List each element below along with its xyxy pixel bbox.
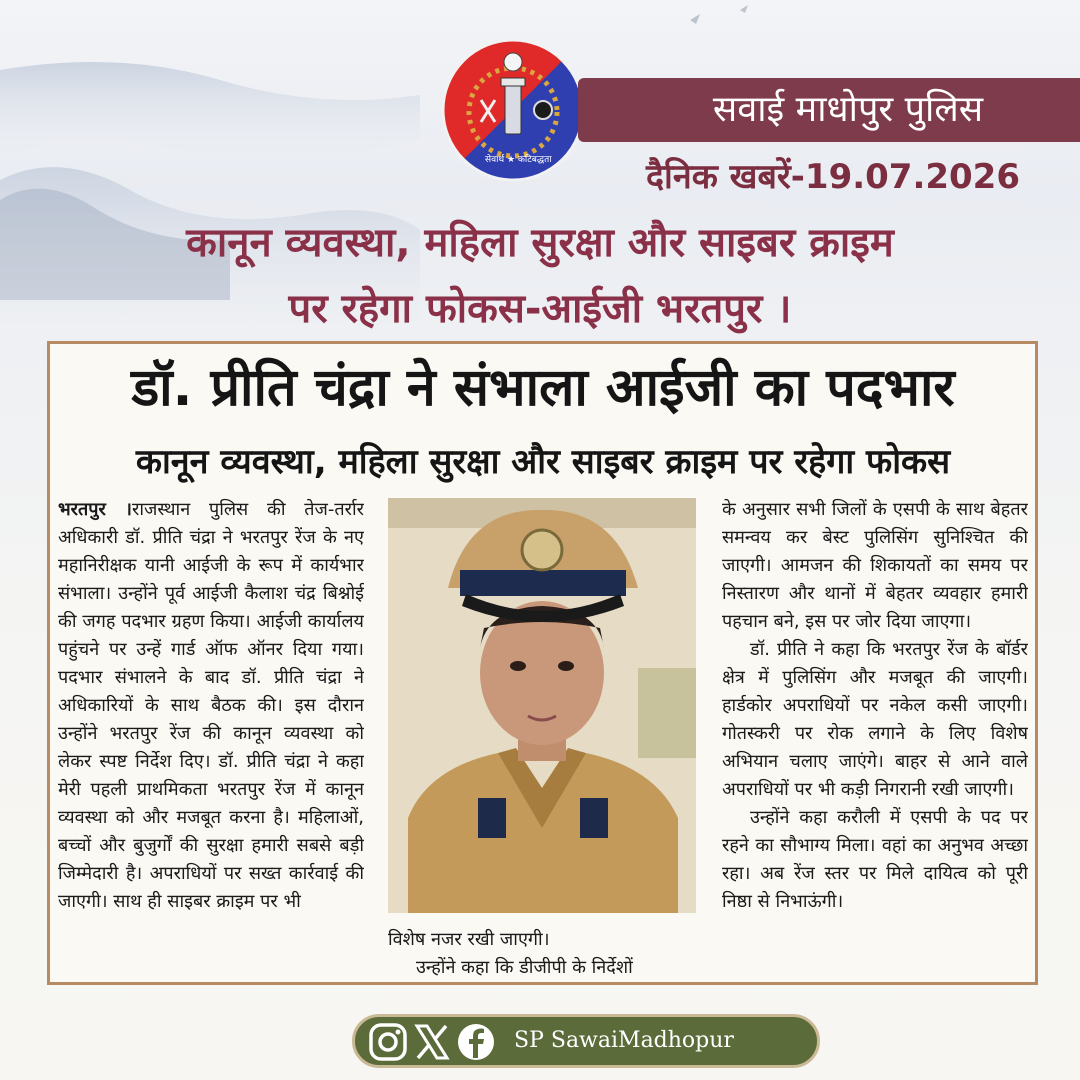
article-text-right-1: के अनुसार सभी जिलों के एसपी के साथ बेहतर समन्वय कर बेस्ट पुलिसिंग सुनिश्चित की जाएगी। आमजन की शिकायतों का समय पर निस्तारण और थानों में बेहतर व्यवहार हमारी पहचान बने, इस पर जोर दिया जाएगा। bbox=[722, 499, 1028, 632]
article-text-right-3: उन्होंने कहा करौली में एसपी के पद पर रहने का सौभाग्य मिला। वहां का अनुभव अच्छा रहा। अब रेंज स्तर पर मिले दायित्व को पूरी निष्ठा से निभाऊंगी। bbox=[722, 807, 1028, 912]
article-column-left bbox=[58, 496, 364, 980]
date-line: दैनिक खबरें-19.07.2026 bbox=[645, 157, 1020, 197]
portrait-illustration bbox=[388, 498, 696, 913]
article-column-right bbox=[722, 496, 1028, 980]
headline-line-1: कानून व्यवस्था, महिला सुरक्षा और साइबर क्राइम bbox=[186, 220, 894, 266]
headline-line-2: पर रहेगा फोकस-आईजी भरतपुर । bbox=[288, 286, 792, 332]
page-title: सवाई माधोपुर पुलिस bbox=[712, 89, 984, 130]
social-handle[interactable]: SP SawaiMadhopur bbox=[514, 1028, 734, 1053]
clipping-subtitle: कानून व्यवस्था, महिला सुरक्षा और साइबर क्राइम पर रहेगा फोकस bbox=[135, 442, 951, 482]
x-icon[interactable] bbox=[412, 1022, 452, 1062]
article-text-right-2: डॉ. प्रीति ने कहा कि भरतपुर रेंज के बॉर्डर क्षेत्र में पुलिसिंग और मजबूत की जाएगी। हार्डकोर अपराधियों पर नकेल कसी जाएगी। गोतस्करी पर रोक लगाने के लिए विशेष अभियान चलाए जाएंगे। बाहर से आने वाले अपराधियों पर भी कड़ी निगरानी रखी जाएगी। bbox=[722, 639, 1028, 800]
article-column-middle bbox=[388, 926, 696, 982]
svg-text:सेवार्थ ★ कटिबद्धता: सेवार्थ ★ कटिबद्धता bbox=[485, 155, 552, 165]
clipping-title: डॉ. प्रीति चंद्रा ने संभाला आईजी का पदभार bbox=[131, 358, 955, 418]
rajasthan-police-emblem-icon bbox=[441, 38, 585, 182]
article-text-middle-1: विशेष नजर रखी जाएगी। bbox=[388, 929, 550, 950]
facebook-icon[interactable] bbox=[456, 1022, 496, 1062]
main-headline bbox=[40, 210, 1040, 342]
article-text-middle-2: उन्होंने कहा कि डीजीपी के निर्देशों bbox=[416, 957, 633, 978]
officer-portrait-photo bbox=[388, 498, 696, 913]
dateline: भरतपुर । bbox=[58, 499, 133, 520]
article-text-left: राजस्थान पुलिस की तेज-तर्रार अधिकारी डॉ. प्रीति चंद्रा ने भरतपुर रेंज के नए महानिरीक्षक यानी आईजी के रूप में कार्यभार संभाला। उन्होंने पूर्व आईजी कैलाश चंद्र बिश्नोई की जगह पदभार ग्रहण किया। आईजी कार्यालय पहुंचने पर उन्हें गार्ड ऑफ ऑनर दिया गया। पदभार संभालने के बाद डॉ. प्रीति चंद्रा ने अधिकारियों के साथ बैठक की। इस दौरान उन्होंने भरतपुर रेंज की कानून व्यवस्था को लेकर स्पष्ट निर्देश दिए। डॉ. प्रीति चंद्रा ने कहा मेरी पहली प्राथमिकता भरतपुर रेंज में कानून व्यवस्था को और मजबूत करना है। महिलाओं, बच्चों और बुजुर्गों की सुरक्षा हमारी सबसे बड़ी जिम्मेदारी है। अपराधियों पर सख्त कार्रवाई की जाएगी। साथ ही साइबर क्राइम पर भी bbox=[58, 499, 364, 912]
instagram-icon[interactable] bbox=[368, 1022, 408, 1062]
